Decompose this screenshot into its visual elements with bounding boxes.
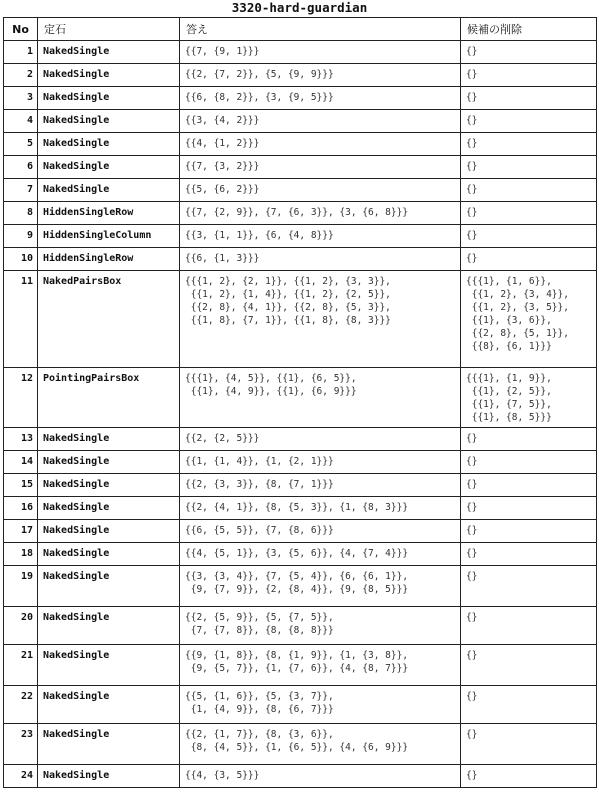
row-number: 7: [4, 179, 38, 202]
removal-line: {}: [466, 253, 478, 264]
removal-cell: [461, 41, 597, 64]
answer-line: {{4, {1, 2}}}: [185, 138, 260, 149]
row-number: 21: [4, 645, 38, 686]
row-number: 1: [4, 41, 38, 64]
removal-line: {}: [466, 433, 478, 444]
removal-cell: [461, 87, 597, 110]
row-number: 20: [4, 607, 38, 645]
table-row: [4, 607, 597, 645]
answer-cell: [180, 368, 461, 428]
removal-cell: [461, 368, 597, 428]
row-number: 17: [4, 520, 38, 543]
technique-cell: NakedSingle: [38, 156, 180, 179]
answer-cell: [180, 271, 461, 368]
row-number: 8: [4, 202, 38, 225]
removal-line: {}: [466, 770, 478, 781]
answer-cell: [180, 87, 461, 110]
answer-cell: [180, 543, 461, 566]
technique-cell: NakedSingle: [38, 474, 180, 497]
header-technique: 定石: [38, 18, 180, 41]
removal-line: {}: [466, 46, 478, 57]
table-row: [4, 110, 597, 133]
answer-line: {{7, {3, 2}}}: [185, 161, 260, 172]
removal-cell: [461, 566, 597, 607]
technique-cell: NakedSingle: [38, 451, 180, 474]
removal-cell: [461, 225, 597, 248]
removal-cell: [461, 179, 597, 202]
row-number: 6: [4, 156, 38, 179]
answer-cell: [180, 686, 461, 724]
row-number: 13: [4, 428, 38, 451]
removal-line: {{1}, {8, 5}}}: [466, 412, 552, 423]
removal-line: {{2, 8}, {5, 1}},: [466, 328, 569, 339]
removal-line: {}: [466, 612, 478, 623]
answer-line: {9, {7, 9}}, {2, {8, 4}}, {9, {8, 5}}}: [185, 584, 409, 595]
table-row: [4, 202, 597, 225]
technique-cell: NakedSingle: [38, 64, 180, 87]
answer-line: {{2, {1, 7}}, {8, {3, 6}},: [185, 729, 334, 740]
removal-cell: [461, 64, 597, 87]
table-row: [4, 428, 597, 451]
technique-cell: NakedSingle: [38, 765, 180, 788]
technique-cell: NakedSingle: [38, 41, 180, 64]
removal-cell: [461, 133, 597, 156]
row-number: 15: [4, 474, 38, 497]
answer-cell: [180, 41, 461, 64]
removal-line: {}: [466, 525, 478, 536]
table-row: [4, 474, 597, 497]
removal-cell: [461, 474, 597, 497]
removal-line: {}: [466, 650, 478, 661]
removal-cell: [461, 110, 597, 133]
removal-line: {}: [466, 502, 478, 513]
answer-cell: [180, 179, 461, 202]
answer-line: {{1, {1, 4}}, {1, {2, 1}}}: [185, 456, 334, 467]
table-row: [4, 497, 597, 520]
removal-cell: [461, 607, 597, 645]
row-number: 18: [4, 543, 38, 566]
header-row: [4, 18, 597, 41]
technique-cell: NakedSingle: [38, 87, 180, 110]
answer-line: {{3, {1, 1}}, {6, {4, 8}}}: [185, 230, 334, 241]
answer-cell: [180, 566, 461, 607]
header-removal: 候補の削除: [461, 18, 597, 41]
removal-cell: [461, 271, 597, 368]
row-number: 5: [4, 133, 38, 156]
row-number: 3: [4, 87, 38, 110]
answer-line: {{7, {2, 9}}, {7, {6, 3}}, {3, {6, 8}}}: [185, 207, 409, 218]
table-row: [4, 520, 597, 543]
table-row: [4, 645, 597, 686]
row-number: 24: [4, 765, 38, 788]
table-row: [4, 133, 597, 156]
table-row: [4, 271, 597, 368]
answer-cell: [180, 765, 461, 788]
removal-cell: [461, 497, 597, 520]
table-row: [4, 64, 597, 87]
removal-line: {}: [466, 138, 478, 149]
removal-line: {{{1}, {1, 9}},: [466, 373, 552, 384]
header-no: No: [4, 18, 38, 41]
answer-cell: [180, 110, 461, 133]
technique-cell: PointingPairsBox: [38, 368, 180, 428]
table-row: [4, 179, 597, 202]
answer-cell: [180, 474, 461, 497]
removal-line: {{1}, {3, 6}},: [466, 315, 552, 326]
technique-cell: NakedSingle: [38, 110, 180, 133]
answer-cell: [180, 451, 461, 474]
answer-cell: [180, 645, 461, 686]
removal-cell: [461, 543, 597, 566]
answer-line: {9, {5, 7}}, {1, {7, 6}}, {4, {8, 7}}}: [185, 663, 409, 674]
removal-line: {{{1}, {1, 6}},: [466, 276, 552, 287]
solution-table: [3, 17, 597, 788]
answer-cell: [180, 520, 461, 543]
removal-cell: [461, 645, 597, 686]
answer-cell: [180, 724, 461, 765]
answer-line: {{6, {5, 5}}, {7, {8, 6}}}: [185, 525, 334, 536]
answer-line: {{5, {6, 2}}}: [185, 184, 260, 195]
removal-line: {}: [466, 115, 478, 126]
removal-line: {}: [466, 69, 478, 80]
answer-line: {{1, 2}, {1, 4}}, {{1, 2}, {2, 5}},: [185, 289, 391, 300]
row-number: 10: [4, 248, 38, 271]
removal-cell: [461, 248, 597, 271]
removal-cell: [461, 451, 597, 474]
answer-line: {8, {4, 5}}, {1, {6, 5}}, {4, {6, 9}}}: [185, 742, 409, 753]
table-row: [4, 724, 597, 765]
answer-line: {{5, {1, 6}}, {5, {3, 7}},: [185, 691, 334, 702]
technique-cell: HiddenSingleColumn: [38, 225, 180, 248]
technique-cell: HiddenSingleRow: [38, 202, 180, 225]
table-row: [4, 451, 597, 474]
table-row: [4, 248, 597, 271]
removal-line: {}: [466, 456, 478, 467]
answer-line: {{6, {8, 2}}, {3, {9, 5}}}: [185, 92, 334, 103]
technique-cell: NakedSingle: [38, 133, 180, 156]
answer-line: {{4, {3, 5}}}: [185, 770, 260, 781]
table-row: [4, 543, 597, 566]
row-number: 2: [4, 64, 38, 87]
row-number: 9: [4, 225, 38, 248]
removal-line: {}: [466, 161, 478, 172]
answer-cell: [180, 248, 461, 271]
table-row: [4, 765, 597, 788]
answer-line: {{2, {5, 9}}, {5, {7, 5}},: [185, 612, 334, 623]
removal-line: {}: [466, 548, 478, 559]
removal-line: {}: [466, 92, 478, 103]
removal-cell: [461, 686, 597, 724]
removal-cell: [461, 765, 597, 788]
removal-line: {}: [466, 184, 478, 195]
table-row: [4, 368, 597, 428]
removal-line: {{8}, {6, 1}}}: [466, 341, 552, 352]
table-row: [4, 686, 597, 724]
answer-cell: [180, 428, 461, 451]
table-row: [4, 87, 597, 110]
answer-line: {{2, {4, 1}}, {8, {5, 3}}, {1, {8, 3}}}: [185, 502, 409, 513]
answer-line: {7, {7, 8}}, {8, {8, 8}}}: [185, 625, 334, 636]
technique-cell: NakedSingle: [38, 607, 180, 645]
row-number: 4: [4, 110, 38, 133]
answer-cell: [180, 133, 461, 156]
removal-line: {{1, 2}, {3, 4}},: [466, 289, 569, 300]
answer-line: {{6, {1, 3}}}: [185, 253, 260, 264]
answer-line: {{1}, {4, 9}}, {{1}, {6, 9}}}: [185, 386, 357, 397]
removal-cell: [461, 520, 597, 543]
table-row: [4, 566, 597, 607]
answer-cell: [180, 225, 461, 248]
answer-line: {{{1}, {4, 5}}, {{1}, {6, 5}},: [185, 373, 357, 384]
removal-line: {}: [466, 691, 478, 702]
technique-cell: NakedSingle: [38, 179, 180, 202]
header-answer: 答え: [180, 18, 461, 41]
row-number: 22: [4, 686, 38, 724]
answer-line: {{2, {2, 5}}}: [185, 433, 260, 444]
technique-cell: NakedSingle: [38, 566, 180, 607]
removal-line: {{1}, {2, 5}},: [466, 386, 552, 397]
answer-cell: [180, 202, 461, 225]
removal-cell: [461, 202, 597, 225]
technique-cell: NakedSingle: [38, 497, 180, 520]
row-number: 11: [4, 271, 38, 368]
technique-cell: NakedSingle: [38, 520, 180, 543]
removal-line: {}: [466, 207, 478, 218]
removal-cell: [461, 156, 597, 179]
removal-line: {}: [466, 571, 478, 582]
table-row: [4, 41, 597, 64]
technique-cell: NakedSingle: [38, 645, 180, 686]
removal-cell: [461, 724, 597, 765]
answer-line: {{2, {7, 2}}, {5, {9, 9}}}: [185, 69, 334, 80]
removal-cell: [461, 428, 597, 451]
answer-line: {{2, 8}, {4, 1}}, {{2, 8}, {5, 3}},: [185, 302, 391, 313]
row-number: 12: [4, 368, 38, 428]
page-title: 3320-hard-guardian: [231, 0, 368, 15]
removal-line: {}: [466, 479, 478, 490]
answer-line: {{3, {3, 4}}, {7, {5, 4}}, {6, {6, 1}},: [185, 571, 409, 582]
table-row: [4, 156, 597, 179]
answer-line: {{4, {5, 1}}, {3, {5, 6}}, {4, {7, 4}}}: [185, 548, 409, 559]
removal-line: {{1}, {7, 5}},: [466, 399, 552, 410]
technique-cell: NakedSingle: [38, 428, 180, 451]
removal-line: {}: [466, 230, 478, 241]
row-number: 14: [4, 451, 38, 474]
answer-line: {{3, {4, 2}}}: [185, 115, 260, 126]
removal-line: {}: [466, 729, 478, 740]
answer-line: {{7, {9, 1}}}: [185, 46, 260, 57]
table-row: [4, 225, 597, 248]
row-number: 16: [4, 497, 38, 520]
answer-line: {{9, {1, 8}}, {8, {1, 9}}, {1, {3, 8}},: [185, 650, 409, 661]
answer-cell: [180, 607, 461, 645]
answer-line: {{1, 8}, {7, 1}}, {{1, 8}, {8, 3}}}: [185, 315, 391, 326]
answer-cell: [180, 64, 461, 87]
answer-line: {{2, {3, 3}}, {8, {7, 1}}}: [185, 479, 334, 490]
technique-cell: NakedSingle: [38, 686, 180, 724]
row-number: 23: [4, 724, 38, 765]
answer-line: {1, {4, 9}}, {8, {6, 7}}}: [185, 704, 334, 715]
row-number: 19: [4, 566, 38, 607]
technique-cell: NakedSingle: [38, 724, 180, 765]
technique-cell: NakedPairsBox: [38, 271, 180, 368]
answer-line: {{{1, 2}, {2, 1}}, {{1, 2}, {3, 3}},: [185, 276, 391, 287]
technique-cell: NakedSingle: [38, 543, 180, 566]
technique-cell: HiddenSingleRow: [38, 248, 180, 271]
answer-cell: [180, 156, 461, 179]
removal-line: {{1, 2}, {3, 5}},: [466, 302, 569, 313]
answer-cell: [180, 497, 461, 520]
